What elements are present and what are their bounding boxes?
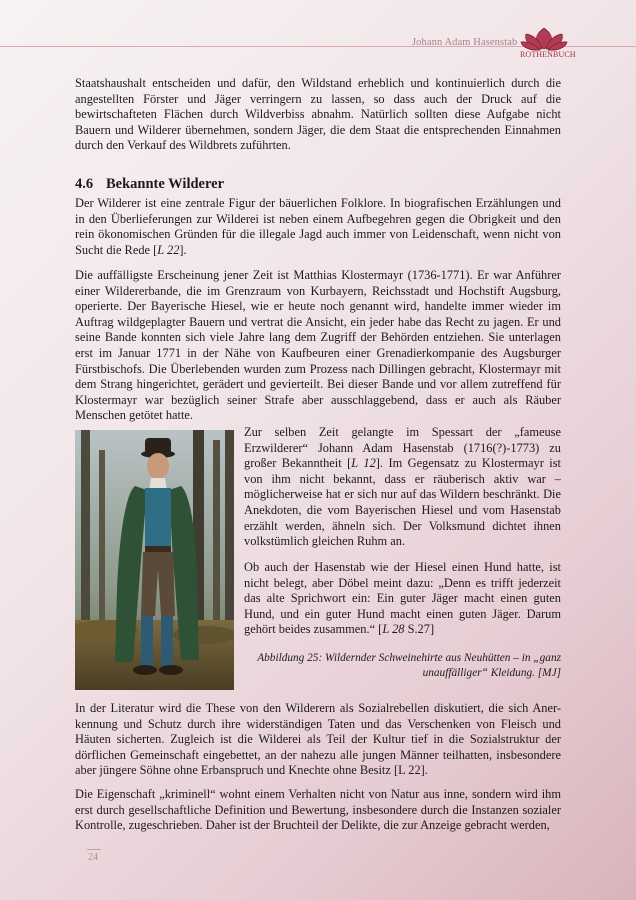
paragraph-sozialrebellen: In der Literatur wird die These von den Wilderern als Sozialrebellen diskutiert, die sich Aner-kennung und Schutz durch ihre widerständigen Taten und das Verschenken von Fleisch und Häuten sicherten. Zugleich ist die Wilderei als Teil der Kultur tief in die Sozialstruktur der dörflichen Gemeinschaft eingebettet, an der nahezu alle jungen Männer teilhatten, insbesondere aber jüngere Söhne ohne Erbanspruch und Knechte ohne Besitz [L 22].	[75, 701, 561, 778]
paragraph-hund	[244, 560, 561, 638]
paragraph-hasenstab	[244, 425, 561, 550]
paragraph-staatshaushalt: Staatshaushalt entscheiden und dafür, den Wildstand erheblich und kontinuierlich durch die angestellten Förster und Jäger verringern zu lassen, so dass auch der Druck auf die bewirtschafteten Flächen durch Wildverbiss abnahm. Natürlich sollten diese Aufgabe nicht Bauern und Wilderer übernehmen, sondern Jäger, die dem Staat die entsprechenden Einnahmen durch den Verkauf des Wildbrets zuführten.	[75, 76, 561, 153]
figure-photo-poacher	[75, 430, 234, 690]
logo-text: ROTHENBUCH	[520, 50, 576, 59]
reference-link: L 12	[351, 456, 376, 471]
page-number: 24	[88, 852, 98, 863]
paragraph-text: ]. Im Gegensatz zu Klostermayr ist von ihm nicht bekannt, dass er räuberisch aktiv war – möglicherweise hat er sich nur auf das Wildern beschränkt. Die Anekdoten, die vom Bayerischen Hiesel und vom Hasenstab erzählt werden, ähneln sich. Der Volksmund dichtet ihnen volkstümlich gleichen Ruhm an.	[244, 456, 561, 549]
paragraph-text: ].	[179, 242, 187, 257]
poacher-photo-image	[75, 430, 234, 690]
header-author: Johann Adam Hasenstab	[412, 37, 518, 48]
paragraph-text: S.27]	[404, 622, 435, 637]
lotus-icon	[520, 27, 568, 51]
footer-rule	[87, 849, 101, 850]
section-heading	[75, 176, 224, 193]
reference-link: L 28	[382, 622, 405, 637]
reference-link: L 22	[157, 242, 180, 257]
paragraph-text: Ob auch der Hasenstab wie der Hiesel einen Hund hatte, ist nicht belegt, aber Döbel meint dazu: „Denn es trifft jederzeit das alte Sprichwort ein: Ein guter Jäger macht einen guten Hund, und ein guter Hund macht einen guten Jäger. Darum gehört beides zusammen.“ [	[244, 560, 561, 637]
paragraph-folklore	[75, 196, 561, 258]
paragraph-text: Zur selben Zeit gelangte im Spessart der „fameuse Erzwilderer“ Johann Adam Hasenstab (1716(?)-1773) zu großer Bekanntheit [	[244, 425, 561, 471]
paragraph-text: Der Wilderer ist eine zentrale Figur der bäuerlichen Folklore. In biografischen Erzählungen und in den Überlieferungen zur Wilderei ist neben einem Aufbegehren gegen die Obrigkeit und den rein ökonomischen Gründen für die illegale Jagd auch immer von Leidenschaft, wenn nicht von Sucht die Rede [	[75, 196, 561, 257]
section-number: 4.6	[75, 176, 94, 192]
paragraph-klostermayr: Die auffälligste Erscheinung jener Zeit ist Matthias Klostermayr (1736-1771). Er war Anführer einer Wildererbande, die im Grenzraum von Kurbayern, Reichsstadt und Hochstift Augsburg, operierte. Der Bayerische Hiesel, wie er heute noch genannt wird, handelte immer wieder im Auftrag wildgeplagter Bauern und vertrat die Ansicht, ein jeder habe das Recht zu jagen. Er und seine Bande konnten sich viele Jahre lang dem Zugriff der Behörden entziehen. Sie unterlagen erst im Januar 1771 in der Nähe von Kaufbeuren einer Grenadierkompanie des Augsburger Fürstbischofs. Die Überlebenden wurden zum Prozess nach Dillingen gebracht, Klostermayr mit dem Strang hingerichtet, gerädert und gevierteilt. Bei dieser Bande und vor allem zutreffend für Klostermayr war bezüglich seiner Strafe aber ausschlaggebend, dass er auch als Räuber Menschen getötet hatte.	[75, 268, 561, 423]
rothenbuch-logo	[520, 27, 576, 59]
section-title: Bekannte Wilderer	[106, 176, 225, 192]
figure-caption: Abbildung 25: Wildernder Schweinehirte aus Neuhütten – in „ganz unauffälliger“ Kleidung. [MJ]	[257, 652, 561, 679]
paragraph-kriminell: Die Eigenschaft „kriminell“ wohnt einem Verhalten nicht von Natur aus inne, sondern wird ihm erst durch gesellschaftliche Definition und Bewertung, insbesondere durch die Instanzen sozialer Kontrolle, zugeschrieben. Daher ist der Bruchteil der Delikte, die zur Anzeige gebracht werden,	[75, 787, 561, 833]
